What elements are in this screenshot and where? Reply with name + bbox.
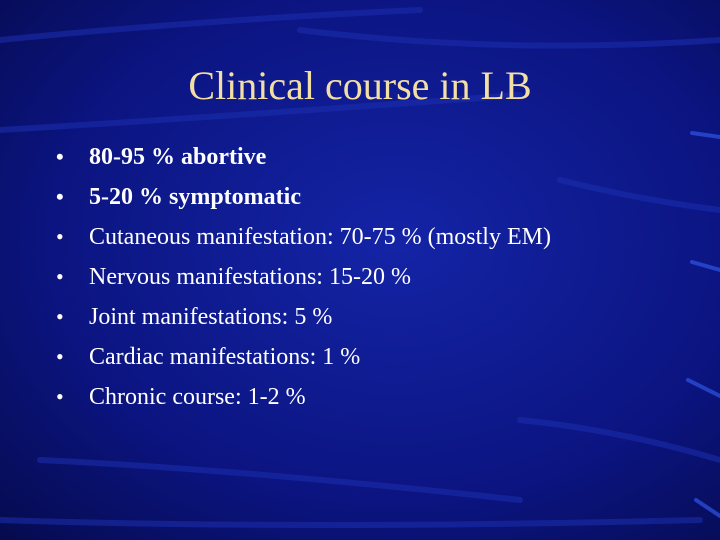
bullet-icon: • — [56, 344, 64, 369]
bullet-icon: • — [56, 144, 64, 169]
bullet-text: Nervous manifestations: 15-20 % — [89, 264, 411, 290]
bullet-text: Chronic course: 1-2 % — [89, 384, 306, 410]
bullet-icon: • — [56, 224, 64, 249]
slide-title: Clinical course in LB — [188, 63, 532, 108]
bullet-icon: • — [56, 384, 64, 409]
bullet-text: Cardiac manifestations: 1 % — [89, 344, 361, 370]
bullet-text: 5-20 % symptomatic — [89, 184, 301, 210]
bullet-text: 80-95 % abortive — [89, 144, 267, 170]
bullet-text: Cutaneous manifestation: 70-75 % (mostly EM) — [89, 224, 551, 250]
bullet-text: Joint manifestations: 5 % — [89, 304, 333, 330]
bullet-icon: • — [56, 264, 64, 289]
bullet-icon: • — [56, 304, 64, 329]
bullet-icon: • — [56, 184, 64, 209]
